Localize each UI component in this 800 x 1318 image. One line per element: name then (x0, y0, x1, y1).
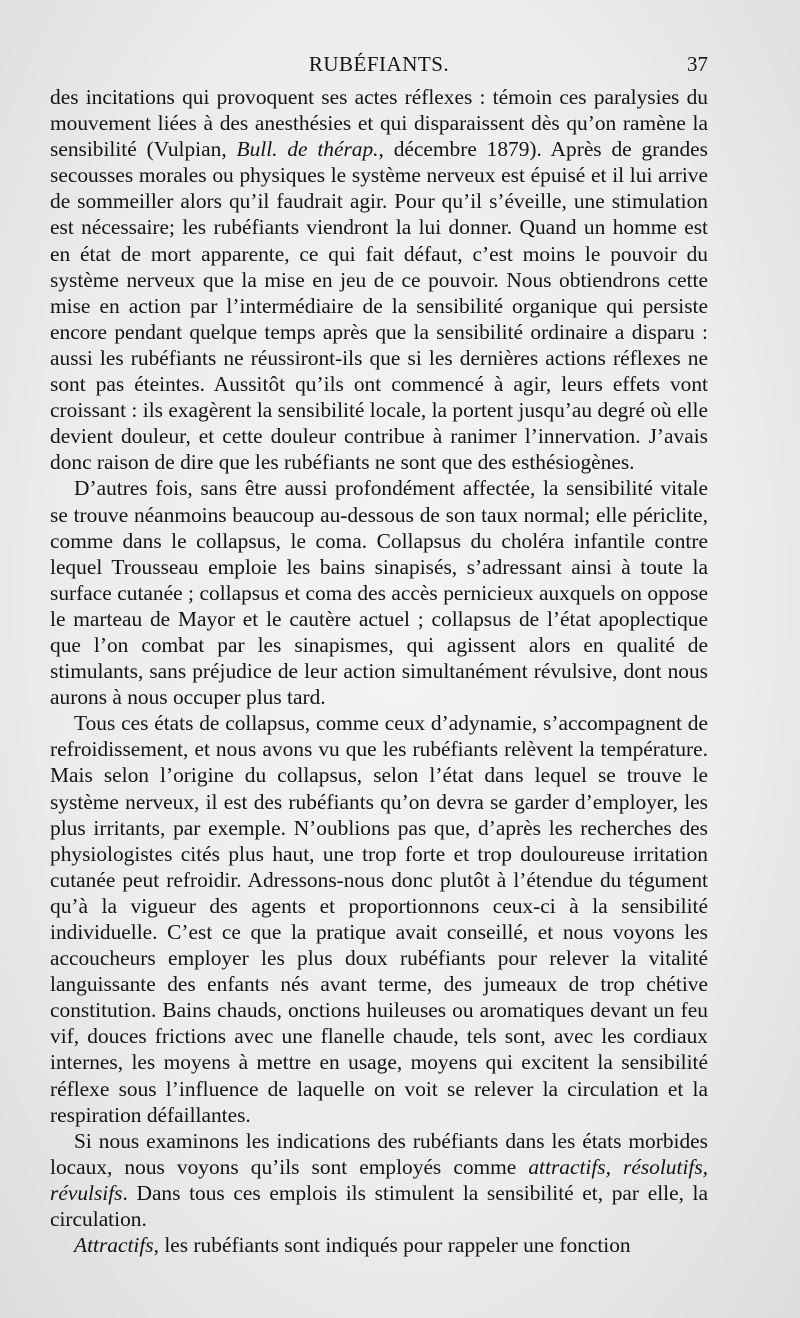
page-header (50, 52, 708, 82)
text-segment: . Dans tous ces emplois ils stimulent la sensibilité et, par elle, la circulation. (50, 1180, 708, 1232)
body-text (50, 84, 708, 1258)
paragraph (50, 475, 708, 710)
text-segment: , décembre 1879). Après de grandes secousses morales ou physiques le système nerveux est épuisé et il lui arrive de sommeiller alors qu’il faudrait agir. Pour qu’il s’éveille, une stimulation est nécessaire; les rubéfiants viendront la lui donner. Quand un homme est en état de mort apparente, ce qui fait défaut, c’est moins le pouvoir du système nerveux que la mise en jeu de ce pouvoir. Nous obtiendrons cette mise en action par l’intermédiaire de la sensibilité organique qui persiste encore pendant quelque temps après que la sensibilité ordinaire a disparu : aussi les rubéfiants ne réussiront-ils que si les dernières actions réflexes ne sont pas éteintes. Aussitôt qu’ils ont commencé à agir, leurs effets vont croissant : ils exagèrent la sensibilité locale, la portent jusqu’au degré où elle devient douleur, et cette douleur contribue à ranimer l’innervation. J’avais donc raison de dire que les rubéfiants ne sont que des esthésiogènes. (50, 137, 708, 475)
text-segment: des incitations qui provoquent ses actes réflexes : témoin ces paralysies du mouvement liées à des anesthésies et qui disparaissent dès qu’on ramène la sensibilité (Vulpian, (50, 85, 708, 162)
text-segment: , les rubéfiants sont indiqués pour rappeler une fonction (153, 1233, 631, 1258)
italic-terms: attractifs, résolutifs, révulsifs (50, 1154, 708, 1205)
italic-term: Attractifs (74, 1233, 154, 1258)
text-segment: Tous ces états de collapsus, comme ceux d’adynamie, s’accompagnent de refroidissement, et nous avons vu que les rubéfiants relèvent la température. Mais selon l’origine du collapsus, selon l’état dans lequel se trouve le système nerveux, il est des rubéfiants qu’on devra se garder d’employer, les plus irritants, par exemple. N’oublions pas que, d’après les recherches des physiologistes cités plus haut, une trop forte et trop douloureuse irritation cutanée peut refroidir. Adressons-nous donc plutôt à l’étendue du tégument qu’à la vigueur des agents et proportionnons ceux-ci à la sensibilité individuelle. C’est ce que la pratique avait conseillé, et nous voyons les accoucheurs employer les plus doux rubéfiants pour relever la vitalité languissante des enfants nés avant terme, des jumeaux de trop chétive constitution. Bains chauds, onctions huileuses ou aromatiques devant un feu vif, douces frictions avec une flanelle chaude, tels sont, avec les cordiaux internes, les moyens à mettre en usage, moyens qui excitent la sensibilité réflexe sous l’influence de laquelle on voit se relever la circulation et la respiration défaillantes. (50, 711, 708, 1127)
text-segment: D’autres fois, sans être aussi profondément affectée, la sensibilité vitale se trouve néanmoins beaucoup au-dessous de son taux normal; elle périclite, comme dans le collapsus, le coma. Collapsus du choléra infantile contre lequel Trousseau emploie les bains sinapisés, s’adressant ainsi à toute la surface cutanée ; collapsus et coma des accès pernicieux auxquels on oppose le marteau de Mayor et le cautère actuel ; collapsus de l’état apoplectique que l’on combat par les sinapismes, qui agissent alors en qualité de stimulants, sans préjudice de leur action simultanément révulsive, dont nous aurons à nous occuper plus tard. (50, 476, 708, 710)
paragraph (50, 1128, 708, 1232)
text-segment: Si nous examinons les indications des rubéfiants dans les états morbides locaux, nous voyons qu’ils sont employés comme (50, 1128, 708, 1179)
page-number: 37 (687, 52, 708, 76)
journal-title: Bull. de thérap. (236, 137, 379, 162)
paragraph (50, 1232, 708, 1258)
paragraph (50, 710, 708, 1128)
paragraph (50, 84, 708, 475)
running-title: RUBÉFIANTS. (308, 52, 450, 76)
